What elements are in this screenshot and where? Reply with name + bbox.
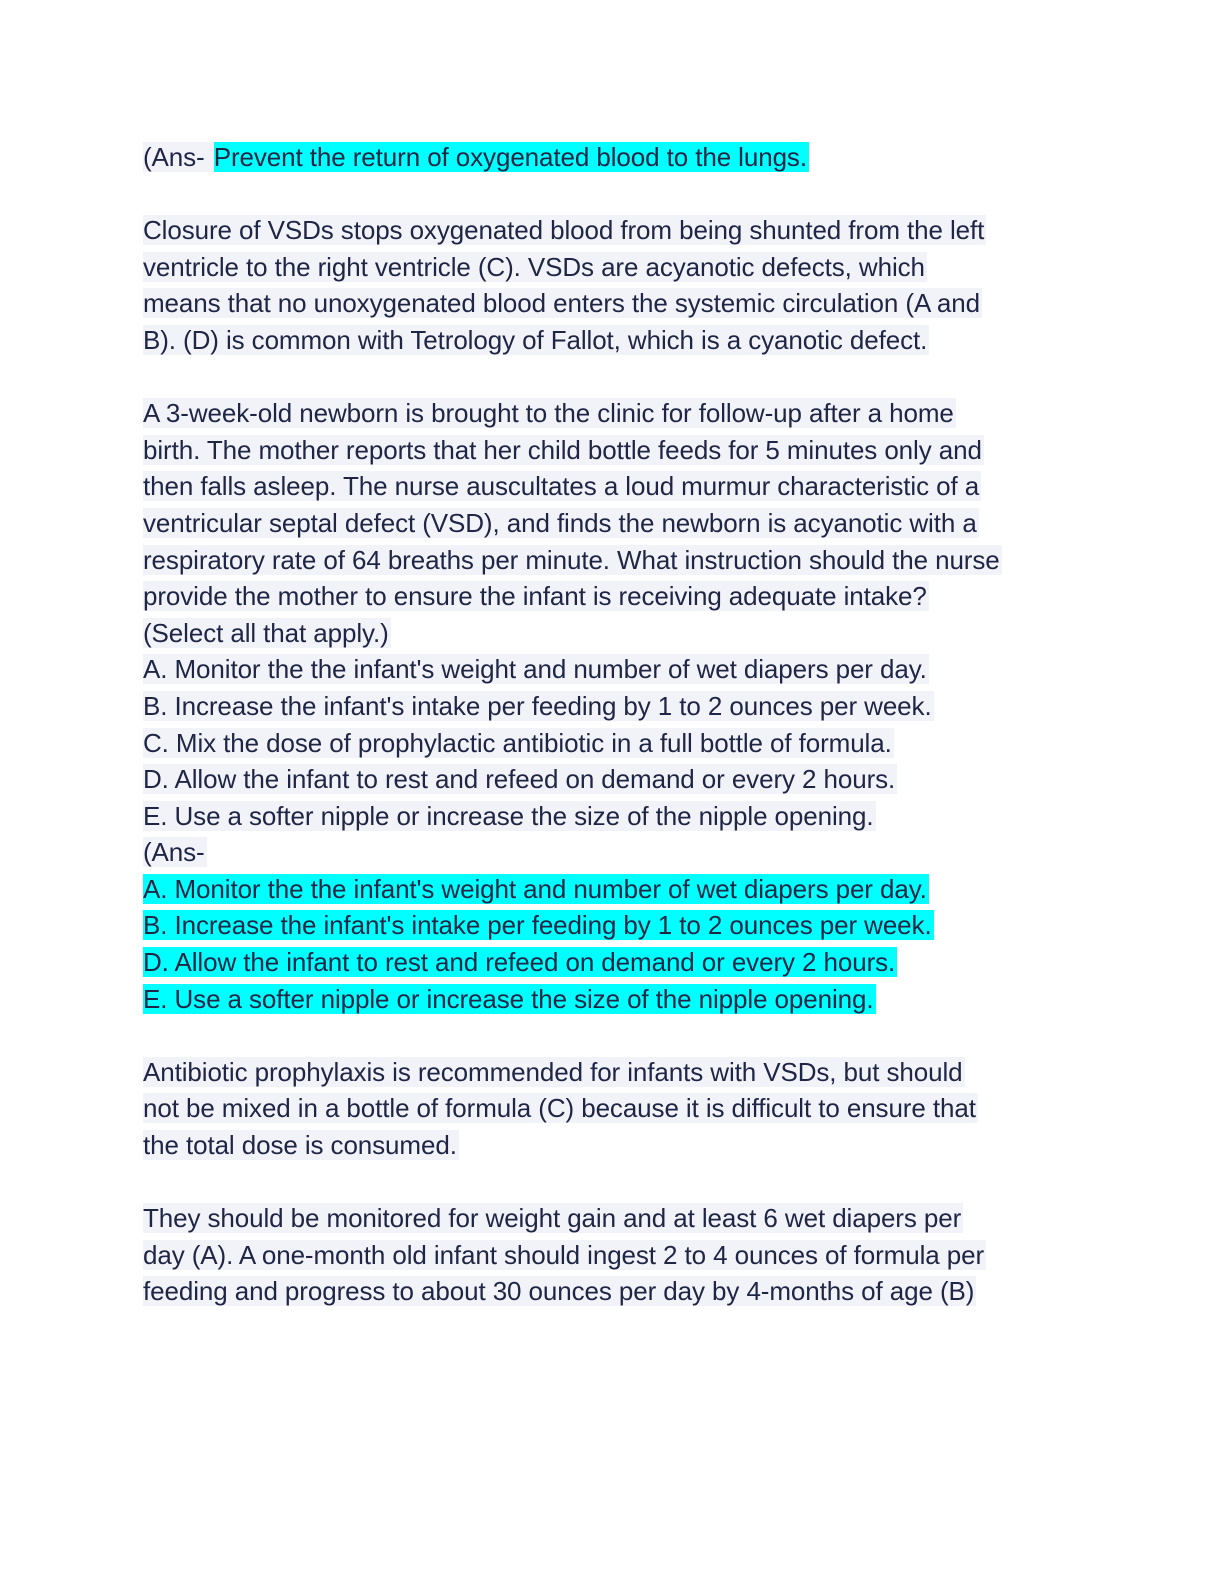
question-line: [143, 578, 1083, 615]
paragraph-line: [143, 285, 1083, 322]
question-block: [143, 395, 1083, 1017]
paragraph-line: [143, 1054, 1083, 1091]
question-line: [143, 432, 1083, 469]
text-run: A. Monitor the the infant's weight and number of wet diapers per day.: [143, 654, 927, 685]
paragraph-gap: [143, 1164, 1083, 1201]
text-run: (Ans-: [143, 837, 205, 868]
text-run: feeding and progress to about 30 ounces per day by 4-months of age (B): [143, 1276, 975, 1307]
text-run: day (A). A one-month old infant should ingest 2 to 4 ounces of formula per: [143, 1239, 985, 1270]
text-run: then falls asleep. The nurse auscultates a loud murmur characteristic of a: [143, 471, 980, 502]
answer-d: [143, 944, 1083, 981]
text-run: birth. The mother reports that her child bottle feeds for 5 minutes only and: [143, 434, 982, 465]
rationale-paragraph-1: [143, 1054, 1083, 1164]
text-run: Closure of VSDs stops oxygenated blood from being shunted from the left: [143, 215, 985, 246]
text-run: C. Mix the dose of prophylactic antibiotic in a full bottle of formula.: [143, 727, 892, 758]
text-run: ventricle to the right ventricle (C). VSDs are acyanotic defects, which: [143, 251, 925, 282]
highlighted-answer: E. Use a softer nipple or increase the size of the nipple opening.: [143, 983, 874, 1014]
highlighted-answer: D. Allow the infant to rest and refeed on demand or every 2 hours.: [143, 947, 896, 978]
answer-e: [143, 981, 1083, 1018]
answer-b: [143, 907, 1083, 944]
text-run: B). (D) is common with Tetrology of Fallot, which is a cyanotic defect.: [143, 324, 928, 355]
paragraph-gap: [143, 176, 1083, 213]
paragraph-line: [143, 1237, 1083, 1274]
text-run: provide the mother to ensure the infant is receiving adequate intake?: [143, 581, 927, 612]
previous-answer-line: [143, 139, 1083, 176]
document-page: [143, 139, 1083, 1310]
question-line: [143, 542, 1083, 579]
rationale-paragraph-2: [143, 1200, 1083, 1310]
paragraph-line: [143, 212, 1083, 249]
paragraph-line: [143, 1127, 1083, 1164]
explanation-paragraph: [143, 212, 1083, 358]
question-line: [143, 505, 1083, 542]
paragraph-gap: [143, 359, 1083, 396]
highlighted-answer: B. Increase the infant's intake per feeding by 1 to 2 ounces per week.: [143, 910, 932, 941]
option-e: [143, 798, 1083, 835]
question-line: [143, 395, 1083, 432]
text-run: the total dose is consumed.: [143, 1130, 457, 1161]
text-run: E. Use a softer nipple or increase the size of the nipple opening.: [143, 800, 874, 831]
highlighted-answer: A. Monitor the the infant's weight and number of wet diapers per day.: [143, 873, 927, 904]
text-run: not be mixed in a bottle of formula (C) because it is difficult to ensure that: [143, 1093, 976, 1124]
text-run: means that no unoxygenated blood enters the systemic circulation (A and: [143, 288, 980, 319]
paragraph-line: [143, 249, 1083, 286]
text-run: ventricular septal defect (VSD), and finds the newborn is acyanotic with a: [143, 507, 977, 538]
answer-prefix-line: [143, 834, 1083, 871]
option-d: [143, 761, 1083, 798]
option-b: [143, 688, 1083, 725]
paragraph-line: [143, 1200, 1083, 1237]
paragraph-line: [143, 1090, 1083, 1127]
answer-a: [143, 871, 1083, 908]
question-line: [143, 615, 1083, 652]
text-run: A 3-week-old newborn is brought to the clinic for follow-up after a home: [143, 398, 954, 429]
paragraph-line: [143, 1273, 1083, 1310]
option-a: [143, 651, 1083, 688]
text-run: D. Allow the infant to rest and refeed on demand or every 2 hours.: [143, 764, 896, 795]
text-run: respiratory rate of 64 breaths per minute. What instruction should the nurse: [143, 544, 1000, 575]
paragraph-gap: [143, 1017, 1083, 1054]
text-run: They should be monitored for weight gain and at least 6 wet diapers per: [143, 1203, 962, 1234]
text-run: B. Increase the infant's intake per feeding by 1 to 2 ounces per week.: [143, 690, 932, 721]
highlighted-answer: Prevent the return of oxygenated blood to the lungs.: [213, 142, 807, 172]
paragraph-line: [143, 322, 1083, 359]
text-run: Antibiotic prophylaxis is recommended for infants with VSDs, but should: [143, 1056, 963, 1087]
question-line: [143, 468, 1083, 505]
answer-prefix: (Ans-: [143, 142, 212, 172]
text-run: (Select all that apply.): [143, 617, 389, 648]
option-c: [143, 725, 1083, 762]
